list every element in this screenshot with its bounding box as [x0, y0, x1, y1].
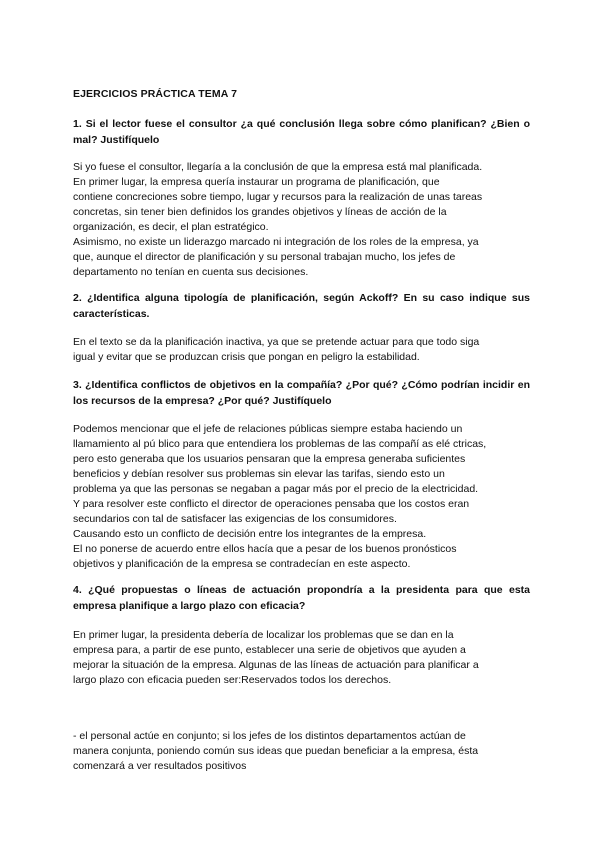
answer-1-line: Asimismo, no existe un liderazgo marcado ni integración de los roles de la empresa, ya: [73, 236, 479, 248]
answer-2: [73, 335, 533, 365]
answer-4-bullet-line: manera conjunta, poniendo común sus ideas que puedan beneficiar a la empresa, ésta: [73, 745, 479, 757]
question-4: 4. ¿Qué propuestas o líneas de actuación propondría a la presidenta para que esta empresa planifique a largo plazo con eficacia?: [73, 584, 530, 612]
answer-4-bullet-line: comenzará a ver resultados positivos: [73, 760, 247, 772]
answer-1-line: contiene concreciones sobre tiempo, lugar y recursos para la realización de unas tareas: [73, 191, 483, 203]
answer-3-line: Causando esto un conflicto de decisión entre los integrantes de la empresa.: [73, 528, 427, 540]
answer-4-line: empresa para, a partir de ese punto, establecer una serie de objetivos que ayuden a: [73, 644, 466, 656]
answer-3-line: pero esto generaba que los usuarios pensaran que la empresa generaba suficientes: [73, 453, 466, 465]
answer-3-line: secundarios con tal de satisfacer las exigencias de los consumidores.: [73, 513, 397, 525]
answer-3-line: beneficios y debían resolver sus problemas sin elevar las tarifas, siendo esto un: [73, 468, 445, 480]
answer-1-line: que, aunque el director de planificación y su personal trabajan mucho, los jefes de: [73, 251, 456, 263]
answer-3-line: Y para resolver este conflicto el director de operaciones pensaba que los costos eran: [73, 498, 470, 510]
question-3: 3. ¿Identifica conflictos de objetivos en la compañía? ¿Por qué? ¿Cómo podrían incidir en los recursos de la empresa? ¿Por qué? Justifíquelo: [73, 379, 530, 407]
answer-4-line: mejorar la situación de la empresa. Algunas de las líneas de actuación para planificar a: [73, 659, 479, 671]
answer-3-line: El no ponerse de acuerdo entre ellos hacía que a pesar de los buenos pronósticos: [73, 543, 457, 555]
answer-1-line: organización, es decir, el plan estratégico.: [73, 221, 269, 233]
answer-4-bullet: [73, 729, 533, 774]
answer-3-line: Podemos mencionar que el jefe de relaciones públicas siempre estaba haciendo un: [73, 423, 463, 435]
answer-2-line: igual y evitar que se produzcan crisis que pongan en peligro la estabilidad.: [73, 351, 420, 363]
question-2: 2. ¿Identifica alguna tipología de planificación, según Ackoff? En su caso indique sus características.: [73, 292, 530, 320]
answer-1: [73, 160, 533, 280]
answer-3-line: objetivos y planificación de la empresa se contradecían en este aspecto.: [73, 558, 411, 570]
answer-1-line: concretas, sin tener bien definidos los grandes objetivos y líneas de acción de la: [73, 206, 447, 218]
answer-1-line: Si yo fuese el consultor, llegaría a la conclusión de que la empresa está mal planificada.: [73, 161, 483, 173]
answer-1-line: En primer lugar, la empresa quería instaurar un programa de planificación, que: [73, 176, 440, 188]
answer-4-bullet-line: - el personal actúe en conjunto; si los jefes de los distintos departamentos actúan de: [73, 730, 466, 742]
answer-4-line: largo plazo con eficacia pueden ser:Reservados todos los derechos.: [73, 674, 392, 686]
answer-2-line: En el texto se da la planificación inactiva, ya que se pretende actuar para que todo siga: [73, 336, 480, 348]
document-title: EJERCICIOS PRÁCTICA TEMA 7: [73, 88, 238, 100]
answer-3: [73, 422, 533, 572]
answer-4: [73, 628, 533, 688]
question-1: 1. Si el lector fuese el consultor ¿a qué conclusión llega sobre cómo planifican? ¿Bien o mal? Justifíquelo: [73, 118, 530, 146]
answer-3-line: problema ya que las personas se negaban a pagar más por el precio de la electricidad.: [73, 483, 479, 495]
answer-1-line: departamento no tenían en cuenta sus decisiones.: [73, 266, 309, 278]
answer-4-line: En primer lugar, la presidenta debería de localizar los problemas que se dan en la: [73, 629, 454, 641]
answer-3-line: llamamiento al pú blico para que entendiera los problemas de las compañí as elé ctricas,: [73, 438, 487, 450]
